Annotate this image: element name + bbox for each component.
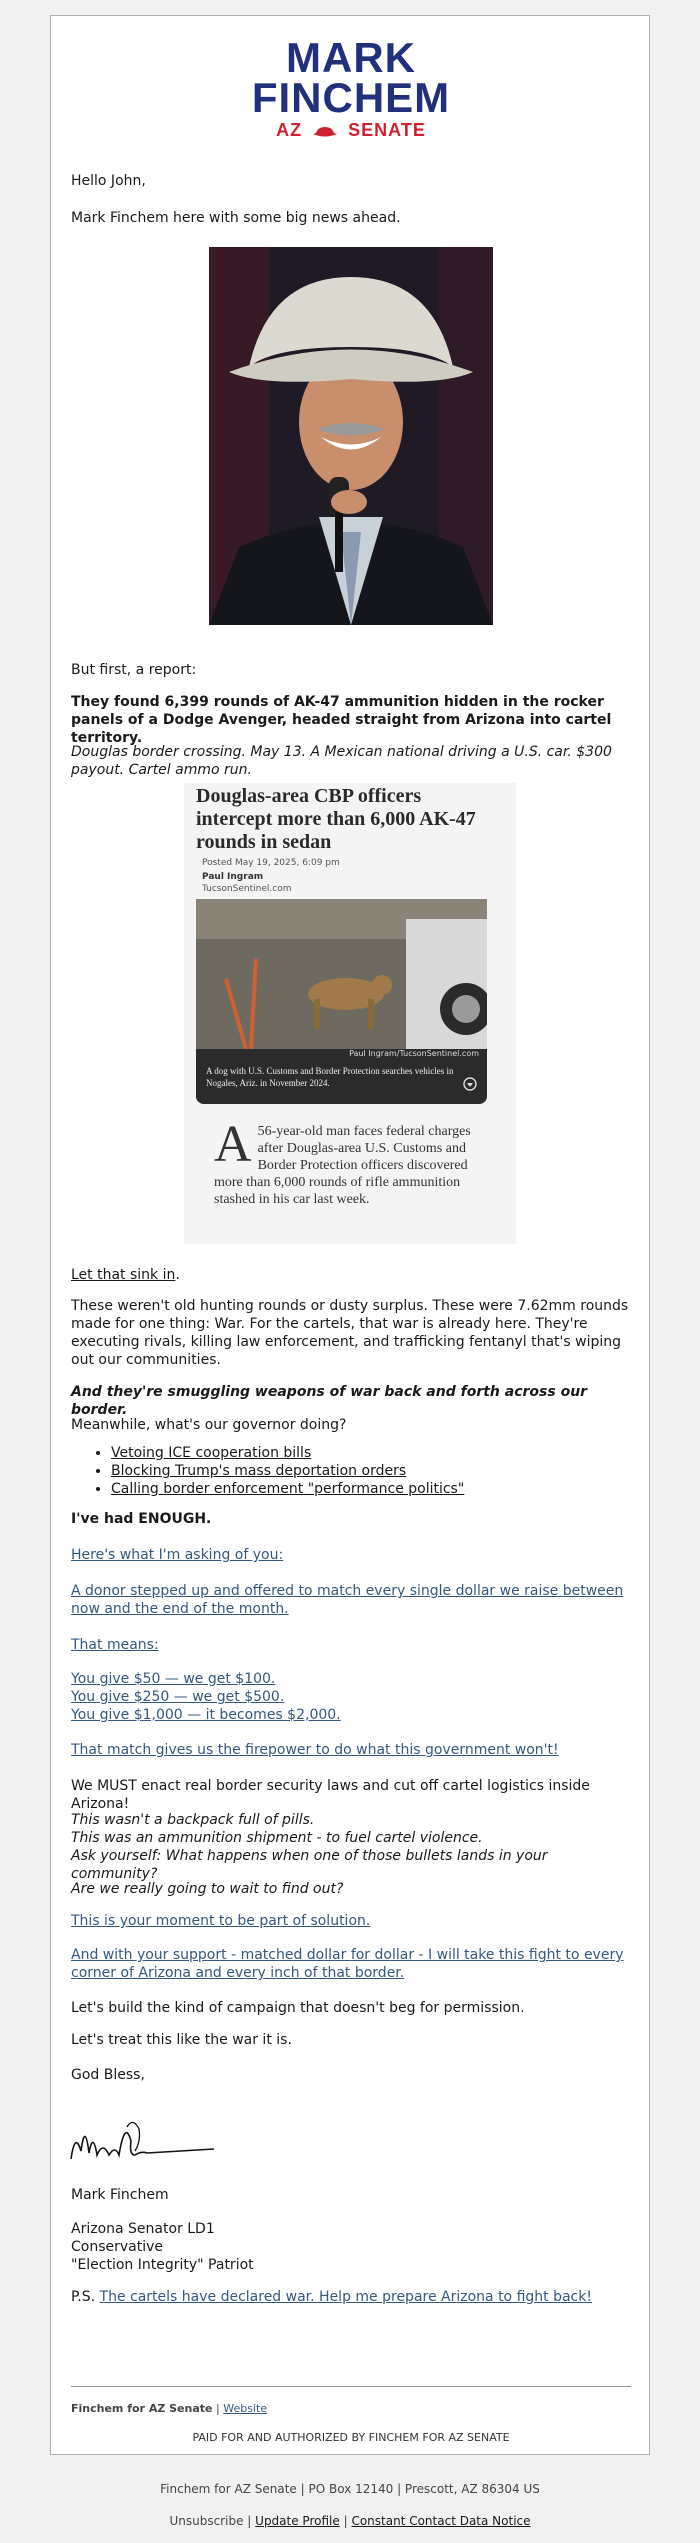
finchem-logo [51,34,651,142]
smuggling-line: And they're smuggling weapons of war back and forth across our border. [71,1384,588,1418]
signature-image [69,2111,219,2171]
give-50-link[interactable]: You give $50 — we get $100. [71,1671,276,1687]
outer-footer-address: Finchem for AZ Senate | PO Box 12140 | Prescott, AZ 86304 US [160,2482,540,2496]
that-means-link[interactable]: That means: [71,1637,159,1653]
article-photo [196,899,487,1104]
article-site: TucsonSentinel.com [202,884,292,894]
rounds-paragraph: These weren't old hunting rounds or dusty surplus. These were 7.62mm rounds made for one thing: War. For the cartels, that war is already here. They're executing rivals, killing law enforcement, and trafficking fentanyl that's wiping out our communities. [71,1298,629,1368]
must-enact-line: We MUST enact real border security laws and cut off cartel logistics inside Arizona! [71,1778,590,1812]
paid-for-line: PAID FOR AND AUTHORIZED BY FINCHEM FOR AZ SENATE [192,2431,510,2444]
wait-question: Are we really going to wait to find out? [71,1881,344,1897]
unsubscribe-link[interactable]: Unsubscribe [169,2514,244,2528]
footer-sep: | [343,2514,348,2528]
title-line: Arizona Senator LD1 [71,2221,215,2237]
data-notice-link[interactable]: Constant Contact Data Notice [351,2514,531,2528]
list-item [111,1480,631,1498]
article-author: Paul Ingram [202,872,264,882]
footer-org-line [71,2402,631,2415]
closing-line: God Bless, [71,2067,145,2083]
italic-line: This wasn't a backpack full of pills. [71,1812,315,1828]
news-article-clipping [184,783,516,1244]
footer-org: Finchem for AZ Senate [71,2402,213,2415]
article-photo-credit: Paul Ingram/TucsonSentinel.com [349,1049,479,1058]
governor-item-link[interactable]: Calling border enforcement "performance politics" [111,1481,465,1497]
email-card [50,15,650,2455]
firepower-link[interactable]: That match gives us the firepower to do what this government won't! [71,1742,559,1758]
logo-line-finchem: FINCHEM [251,74,451,121]
list-item [111,1462,631,1480]
logo-line-az-senate [51,118,651,142]
intro-text: Mark Finchem here with some big news ahead. [71,210,401,226]
article-body [214,1116,494,1208]
sink-in-link[interactable]: Let that sink in [71,1267,176,1283]
governor-item-link[interactable]: Blocking Trump's mass deportation orders [111,1463,407,1479]
sentinel-badge-icon [463,1077,477,1091]
ps-line [71,2288,631,2306]
article-dropcap: A [214,1116,252,1173]
list-item [111,1444,631,1462]
build-line: Let's build the kind of campaign that doesn't beg for permission. [71,2000,525,2016]
enough-line: I've had ENOUGH. [71,1511,212,1527]
article-caption: A dog with U.S. Customs and Border Protection searches vehicles in Nogales, Ariz. in November 2024. [206,1066,454,1088]
footer-website-link[interactable]: Website [223,2402,268,2415]
logo-az: AZ [276,120,303,140]
italic-line: This was an ammunition shipment - to fuel cartel violence. [71,1830,483,1846]
give-250-link[interactable]: You give $250 — we get $500. [71,1689,285,1705]
italic-line: Ask yourself: What happens when one of those bullets lands in your community? [71,1848,548,1882]
report-intro: But first, a report: [71,662,197,678]
treat-line: Let's treat this like the war it is. [71,2032,292,2048]
title-line: Conservative [71,2239,164,2255]
signature-name: Mark Finchem [71,2187,169,2203]
support-link[interactable]: And with your support - matched dollar for dollar - I will take this fight to every corner of Arizona and every inch of that border. [71,1947,624,1981]
article-posted: Posted May 19, 2025, 6:09 pm [202,858,340,868]
governor-item-link[interactable]: Vetoing ICE cooperation bills [111,1445,312,1461]
italic-summary: Douglas border crossing. May 13. A Mexican national driving a U.S. car. $300 payout. Cartel ammo run. [71,744,612,778]
ps-link[interactable]: The cartels have declared war. Help me prepare Arizona to fight back! [99,2289,592,2305]
footer-sep: | [216,2402,220,2415]
give-1000-link[interactable]: You give $1,000 — it becomes $2,000. [71,1707,341,1723]
greeting: Hello John, [71,173,146,189]
update-profile-link[interactable]: Update Profile [255,2514,340,2528]
governor-list [71,1444,631,1498]
logo-senate: SENATE [348,120,426,140]
title-line: "Election Integrity" Patriot [71,2257,254,2273]
donor-match-link[interactable]: A donor stepped up and offered to match every single dollar we raise between now and the end of the month. [71,1583,624,1617]
sink-in-period: . [175,1267,180,1283]
article-headline: Douglas-area CBP officers intercept more than 6,000 AK-47 rounds in sedan [196,785,476,853]
article-body-text: 56-year-old man faces federal charges after Douglas-area U.S. Customs and Border Protection officers discovered more than 6,000 rounds of rifle ammunition stashed in his car last week. [214,1124,471,1207]
ps-label: P.S. [71,2289,96,2305]
footer-divider [71,2386,631,2387]
candidate-photo [209,247,493,625]
cowboy-hat-icon [312,125,338,137]
sink-in-line [71,1266,631,1284]
logo-line-mark: MARK [286,34,416,81]
asking-link[interactable]: Here's what I'm asking of you: [71,1547,284,1563]
governor-question: Meanwhile, what's our governor doing? [71,1417,347,1433]
footer-sep: | [247,2514,252,2528]
headline-bold: They found 6,399 rounds of AK-47 ammunition hidden in the rocker panels of a Dodge Avenger, headed straight from Arizona into cartel territory. [71,694,612,746]
candidate-portrait-image [209,247,493,625]
outer-footer-links [0,2514,700,2528]
moment-link[interactable]: This is your moment to be part of solution. [71,1913,371,1929]
